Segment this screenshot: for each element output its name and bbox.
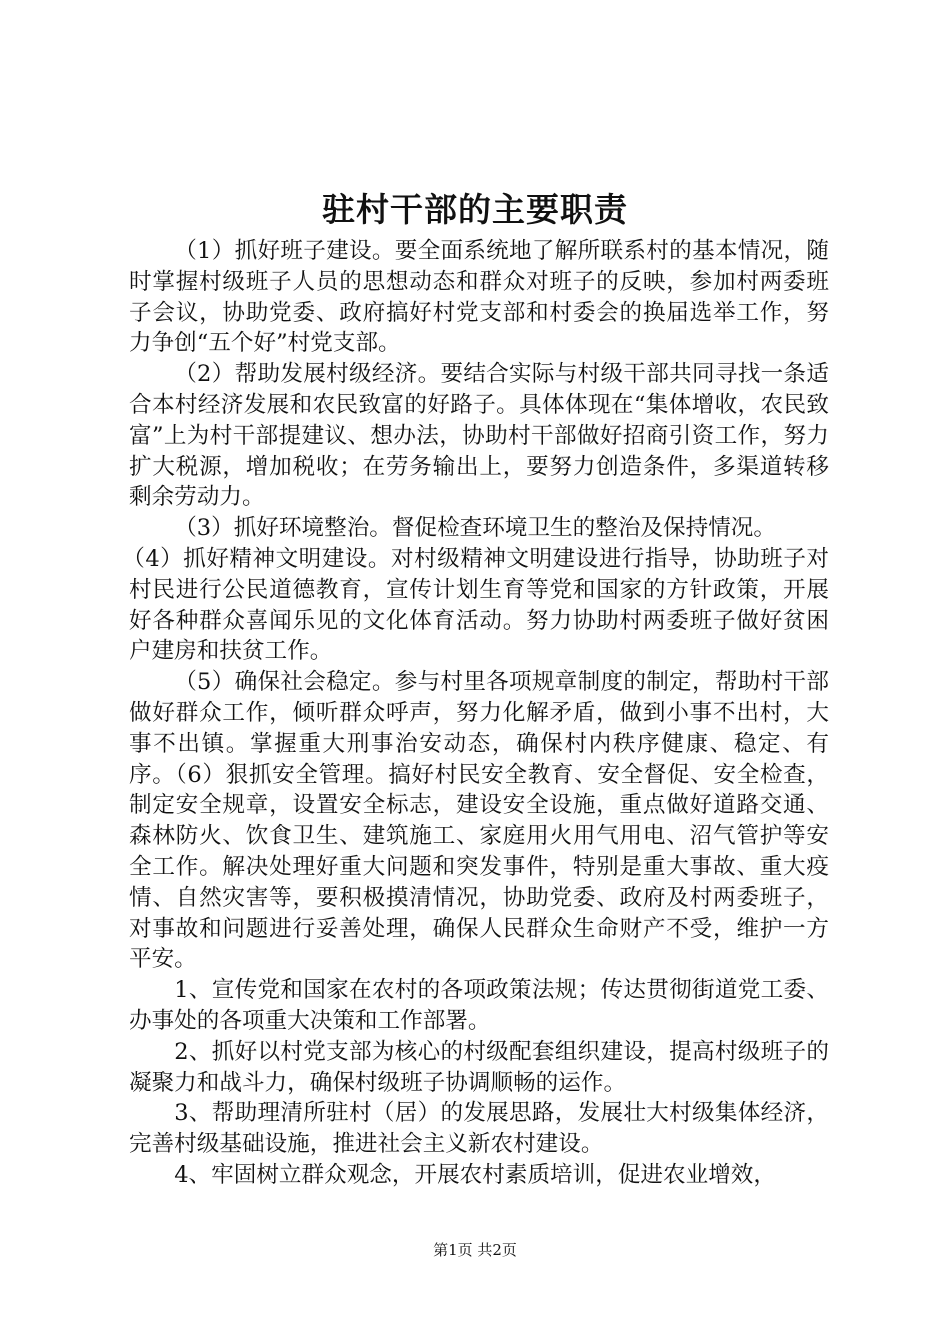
paragraph-item-3: 3、帮助理清所驻村（居）的发展思路，发展壮大村级集体经济，完善村级基础设施，推进社会主义新农村建设。 <box>129 1100 829 1158</box>
page-indicator: 第1页 共2页 <box>433 1241 517 1259</box>
document-body <box>122 236 829 1191</box>
paragraph-item-2: 2、抓好以村党支部为核心的村级配套组织建设，提高村级班子的凝聚力和战斗力，确保村级班子协调顺畅的运作。 <box>129 1038 829 1096</box>
document-title: 驻村干部的主要职责 <box>322 190 628 229</box>
paragraph-2: （2）帮助发展村级经济。要结合实际与村级干部共同寻找一条适合本村经济发展和农民致富的好路子。具体体现在“集体增收，农民致富”上为村干部提建议、想办法，协助村干部做好招商引资工作，努力扩大税源，增加税收；在劳务输出上，要努力创造条件，多渠道转移剩余劳动力。 <box>129 361 829 511</box>
paragraph-item-1: 1、宣传党和国家在农村的各项政策法规；传达贯彻街道党工委、办事处的各项重大决策和工作部署。 <box>129 977 829 1034</box>
paragraph-5: （5）确保社会稳定。参与村里各项规章制度的制定，帮助村干部做好群众工作，倾听群众呼声，努力化解矛盾，做到小事不出村，大事不出镇。掌握重大刑事治安动态，确保村内秩序健康、稳定、有序。（6）狠抓安全管理。搞好村民安全教育、安全督促、安全检查，制定安全规章，设置安全标志，建设安全设施，重点做好道路交通、森林防火、饮食卫生、建筑施工、家庭用火用气用电、沼气管护等安全工作。解决处理好重大问题和突发事件，特别是重大事故、重大疫情、自然灾害等，要积极摸清情况，协助党委、政府及村两委班子，对事故和问题进行妥善处理，确保人民群众生命财产不受，维护一方平安。 <box>129 669 829 973</box>
paragraph-4: （4）抓好精神文明建设。对村级精神文明建设进行指导，协助班子对村民进行公民道德教育，宣传计划生育等党和国家的方针政策，开展好各种群众喜闻乐见的文化体育活动。努力协助村两委班子做好贫困户建房和扶贫工作。 <box>122 545 829 665</box>
paragraph-1: （1）抓好班子建设。要全面系统地了解所联系村的基本情况，随时掌握村级班子人员的思想动态和群众对班子的反映，参加村两委班子会议，协助党委、政府搞好村党支部和村委会的换届选举工作，努力争创“五个好”村党支部。 <box>129 238 829 357</box>
paragraph-3: （3）抓好环境整治。督促检查环境卫生的整治及保持情况。 <box>174 515 776 542</box>
paragraph-item-4: 4、牢固树立群众观念，开展农村素质培训，促进农业增效， <box>174 1161 776 1188</box>
